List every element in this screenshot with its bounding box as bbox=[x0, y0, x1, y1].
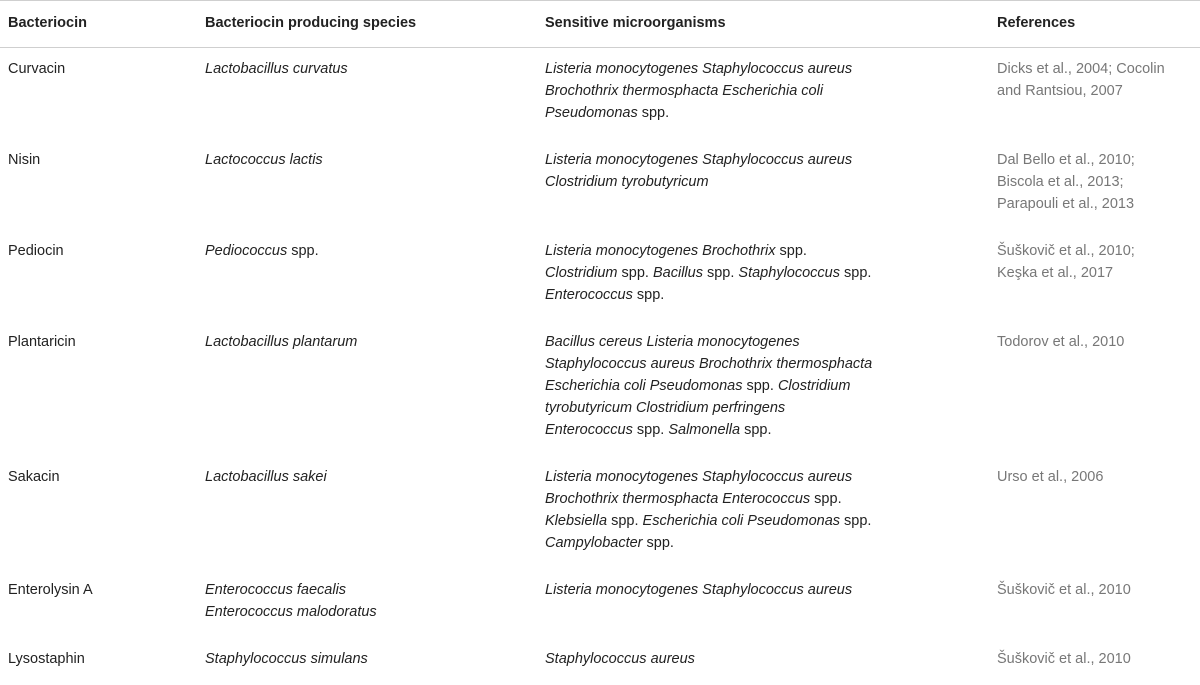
cell-producing-species-line bbox=[205, 648, 535, 670]
text-segment: spp. bbox=[637, 105, 670, 121]
text-segment: Bacillus bbox=[652, 265, 703, 281]
cell-sensitive-microorganisms-line bbox=[545, 419, 965, 441]
text-segment: spp. bbox=[702, 265, 739, 281]
cell-producing-species-line bbox=[205, 58, 535, 80]
text-segment: Lactobacillus plantarum bbox=[205, 334, 358, 350]
text-segment: spp. bbox=[287, 243, 319, 259]
text-segment: spp. bbox=[632, 287, 665, 303]
cell-sensitive-microorganisms bbox=[545, 331, 965, 441]
text-segment: spp. bbox=[607, 513, 643, 529]
cell-bacteriocin: Enterolysin A bbox=[8, 582, 93, 598]
table-row bbox=[0, 230, 1200, 321]
reference-line: Urso et al., 2006 bbox=[997, 469, 1104, 485]
cell-references bbox=[997, 648, 1197, 670]
cell-bacteriocin: Sakacin bbox=[8, 469, 60, 485]
text-segment: Brochothrix thermosphacta Enterococcus bbox=[545, 491, 811, 507]
cell-sensitive-microorganisms-line bbox=[545, 149, 965, 171]
cell-references bbox=[997, 240, 1197, 284]
text-segment: Staphylococcus simulans bbox=[205, 651, 368, 667]
cell-producing-species-line bbox=[205, 579, 535, 601]
cell-sensitive-microorganisms-line bbox=[545, 466, 965, 488]
header-producing-species: Bacteriocin producing species bbox=[205, 15, 417, 31]
reference-line: Biscola et al., 2013; bbox=[997, 174, 1124, 190]
text-segment: Clostridium tyrobutyricum bbox=[545, 174, 709, 190]
text-segment: Pseudomonas bbox=[545, 105, 638, 121]
cell-producing-species-line bbox=[205, 149, 535, 171]
reference-line: Šuškovič et al., 2010; bbox=[997, 243, 1135, 259]
header-bacteriocin: Bacteriocin bbox=[8, 15, 87, 31]
text-segment: spp. bbox=[642, 535, 674, 551]
cell-producing-species bbox=[205, 331, 535, 353]
text-segment: Klebsiella bbox=[545, 513, 608, 529]
text-segment: spp. bbox=[839, 265, 872, 281]
cell-references bbox=[997, 331, 1197, 353]
cell-bacteriocin: Lysostaphin bbox=[8, 651, 85, 667]
cell-sensitive-microorganisms bbox=[545, 58, 965, 124]
table-row bbox=[0, 321, 1200, 456]
cell-references bbox=[997, 579, 1197, 601]
cell-sensitive-microorganisms-line bbox=[545, 648, 965, 670]
cell-sensitive-microorganisms-line bbox=[545, 532, 965, 554]
text-segment: Listeria monocytogenes Staphylococcus aureus bbox=[545, 582, 853, 598]
text-segment: Bacillus cereus Listeria monocytogenes bbox=[545, 334, 800, 350]
table-row bbox=[0, 638, 1200, 685]
text-segment: Brochothrix thermosphacta Escherichia coli bbox=[545, 83, 824, 99]
text-segment: Escherichia coli Pseudomonas bbox=[642, 513, 841, 529]
header-sensitive-microorganisms: Sensitive microorganisms bbox=[545, 15, 726, 31]
cell-producing-species-line bbox=[205, 331, 535, 353]
cell-sensitive-microorganisms-line bbox=[545, 262, 965, 284]
cell-bacteriocin: Nisin bbox=[8, 152, 41, 168]
cell-sensitive-microorganisms-line bbox=[545, 171, 965, 193]
text-segment: Listeria monocytogenes Staphylococcus aureus bbox=[545, 61, 853, 77]
text-segment: Pediococcus bbox=[205, 243, 288, 259]
text-segment: Staphylococcus aureus Brochothrix thermosphacta bbox=[545, 356, 873, 372]
text-segment: Enterococcus bbox=[545, 287, 633, 303]
reference-line: Šuškovič et al., 2010 bbox=[997, 582, 1131, 598]
text-segment: Lactococcus lactis bbox=[205, 152, 323, 168]
table-header-row bbox=[0, 1, 1200, 48]
cell-sensitive-microorganisms-line bbox=[545, 375, 965, 397]
text-segment: Staphylococcus aureus bbox=[545, 651, 695, 667]
cell-sensitive-microorganisms-line bbox=[545, 353, 965, 375]
cell-sensitive-microorganisms-line bbox=[545, 102, 965, 124]
cell-sensitive-microorganisms bbox=[545, 579, 965, 601]
cell-references bbox=[997, 58, 1197, 102]
cell-sensitive-microorganisms bbox=[545, 648, 965, 670]
cell-references bbox=[997, 149, 1197, 215]
cell-sensitive-microorganisms bbox=[545, 149, 965, 193]
cell-sensitive-microorganisms-line bbox=[545, 397, 965, 419]
cell-bacteriocin: Plantaricin bbox=[8, 334, 76, 350]
text-segment: Escherichia coli Pseudomonas bbox=[545, 378, 743, 394]
text-segment: Listeria monocytogenes Staphylococcus aureus bbox=[545, 152, 853, 168]
text-segment: spp. bbox=[840, 513, 872, 529]
text-segment: tyrobutyricum Clostridium perfringens bbox=[545, 400, 786, 416]
text-segment: Lactobacillus sakei bbox=[205, 469, 327, 485]
reference-line: Dal Bello et al., 2010; bbox=[997, 152, 1135, 168]
reference-line: Todorov et al., 2010 bbox=[997, 334, 1125, 350]
cell-producing-species bbox=[205, 648, 535, 670]
cell-bacteriocin: Curvacin bbox=[8, 61, 66, 77]
text-segment: Staphylococcus bbox=[738, 265, 840, 281]
text-segment: spp. bbox=[742, 378, 778, 394]
table-row bbox=[0, 48, 1200, 139]
reference-line: and Rantsiou, 2007 bbox=[997, 83, 1123, 99]
table-body bbox=[0, 48, 1200, 685]
table-row bbox=[0, 456, 1200, 569]
text-segment: Listeria monocytogenes Staphylococcus aureus bbox=[545, 469, 853, 485]
cell-producing-species-line bbox=[205, 466, 535, 488]
cell-sensitive-microorganisms-line bbox=[545, 331, 965, 353]
table-row bbox=[0, 569, 1200, 638]
text-segment: Clostridium bbox=[777, 378, 851, 394]
text-segment: spp. bbox=[775, 243, 807, 259]
text-segment: spp. bbox=[632, 422, 669, 438]
text-segment: Salmonella bbox=[668, 422, 741, 438]
cell-producing-species bbox=[205, 579, 535, 623]
reference-line: Keşka et al., 2017 bbox=[997, 265, 1114, 281]
table-row bbox=[0, 139, 1200, 230]
cell-sensitive-microorganisms-line bbox=[545, 80, 965, 102]
reference-line: Šuškovič et al., 2010 bbox=[997, 651, 1131, 667]
cell-references bbox=[997, 466, 1197, 488]
text-segment: spp. bbox=[617, 265, 653, 281]
reference-line: Parapouli et al., 2013 bbox=[997, 196, 1135, 212]
cell-sensitive-microorganisms bbox=[545, 466, 965, 554]
text-segment: Clostridium bbox=[545, 265, 618, 281]
cell-producing-species-line bbox=[205, 240, 535, 262]
cell-producing-species bbox=[205, 58, 535, 80]
cell-producing-species-line bbox=[205, 601, 535, 623]
text-segment: Enterococcus bbox=[545, 422, 633, 438]
text-segment: Campylobacter bbox=[545, 535, 643, 551]
text-segment: spp. bbox=[810, 491, 842, 507]
reference-line: Dicks et al., 2004; Cocolin bbox=[997, 61, 1165, 77]
cell-sensitive-microorganisms-line bbox=[545, 488, 965, 510]
cell-sensitive-microorganisms-line bbox=[545, 284, 965, 306]
cell-bacteriocin: Pediocin bbox=[8, 243, 64, 259]
cell-sensitive-microorganisms-line bbox=[545, 240, 965, 262]
cell-sensitive-microorganisms-line bbox=[545, 579, 965, 601]
cell-sensitive-microorganisms bbox=[545, 240, 965, 306]
text-segment: Enterococcus faecalis bbox=[205, 582, 347, 598]
cell-producing-species bbox=[205, 466, 535, 488]
cell-sensitive-microorganisms-line bbox=[545, 510, 965, 532]
cell-producing-species bbox=[205, 149, 535, 171]
text-segment: spp. bbox=[740, 422, 772, 438]
text-segment: Lactobacillus curvatus bbox=[205, 61, 348, 77]
text-segment: Listeria monocytogenes Brochothrix bbox=[545, 243, 776, 259]
text-segment: Enterococcus malodoratus bbox=[205, 604, 377, 620]
cell-sensitive-microorganisms-line bbox=[545, 58, 965, 80]
header-references: References bbox=[997, 15, 1076, 31]
cell-producing-species bbox=[205, 240, 535, 262]
